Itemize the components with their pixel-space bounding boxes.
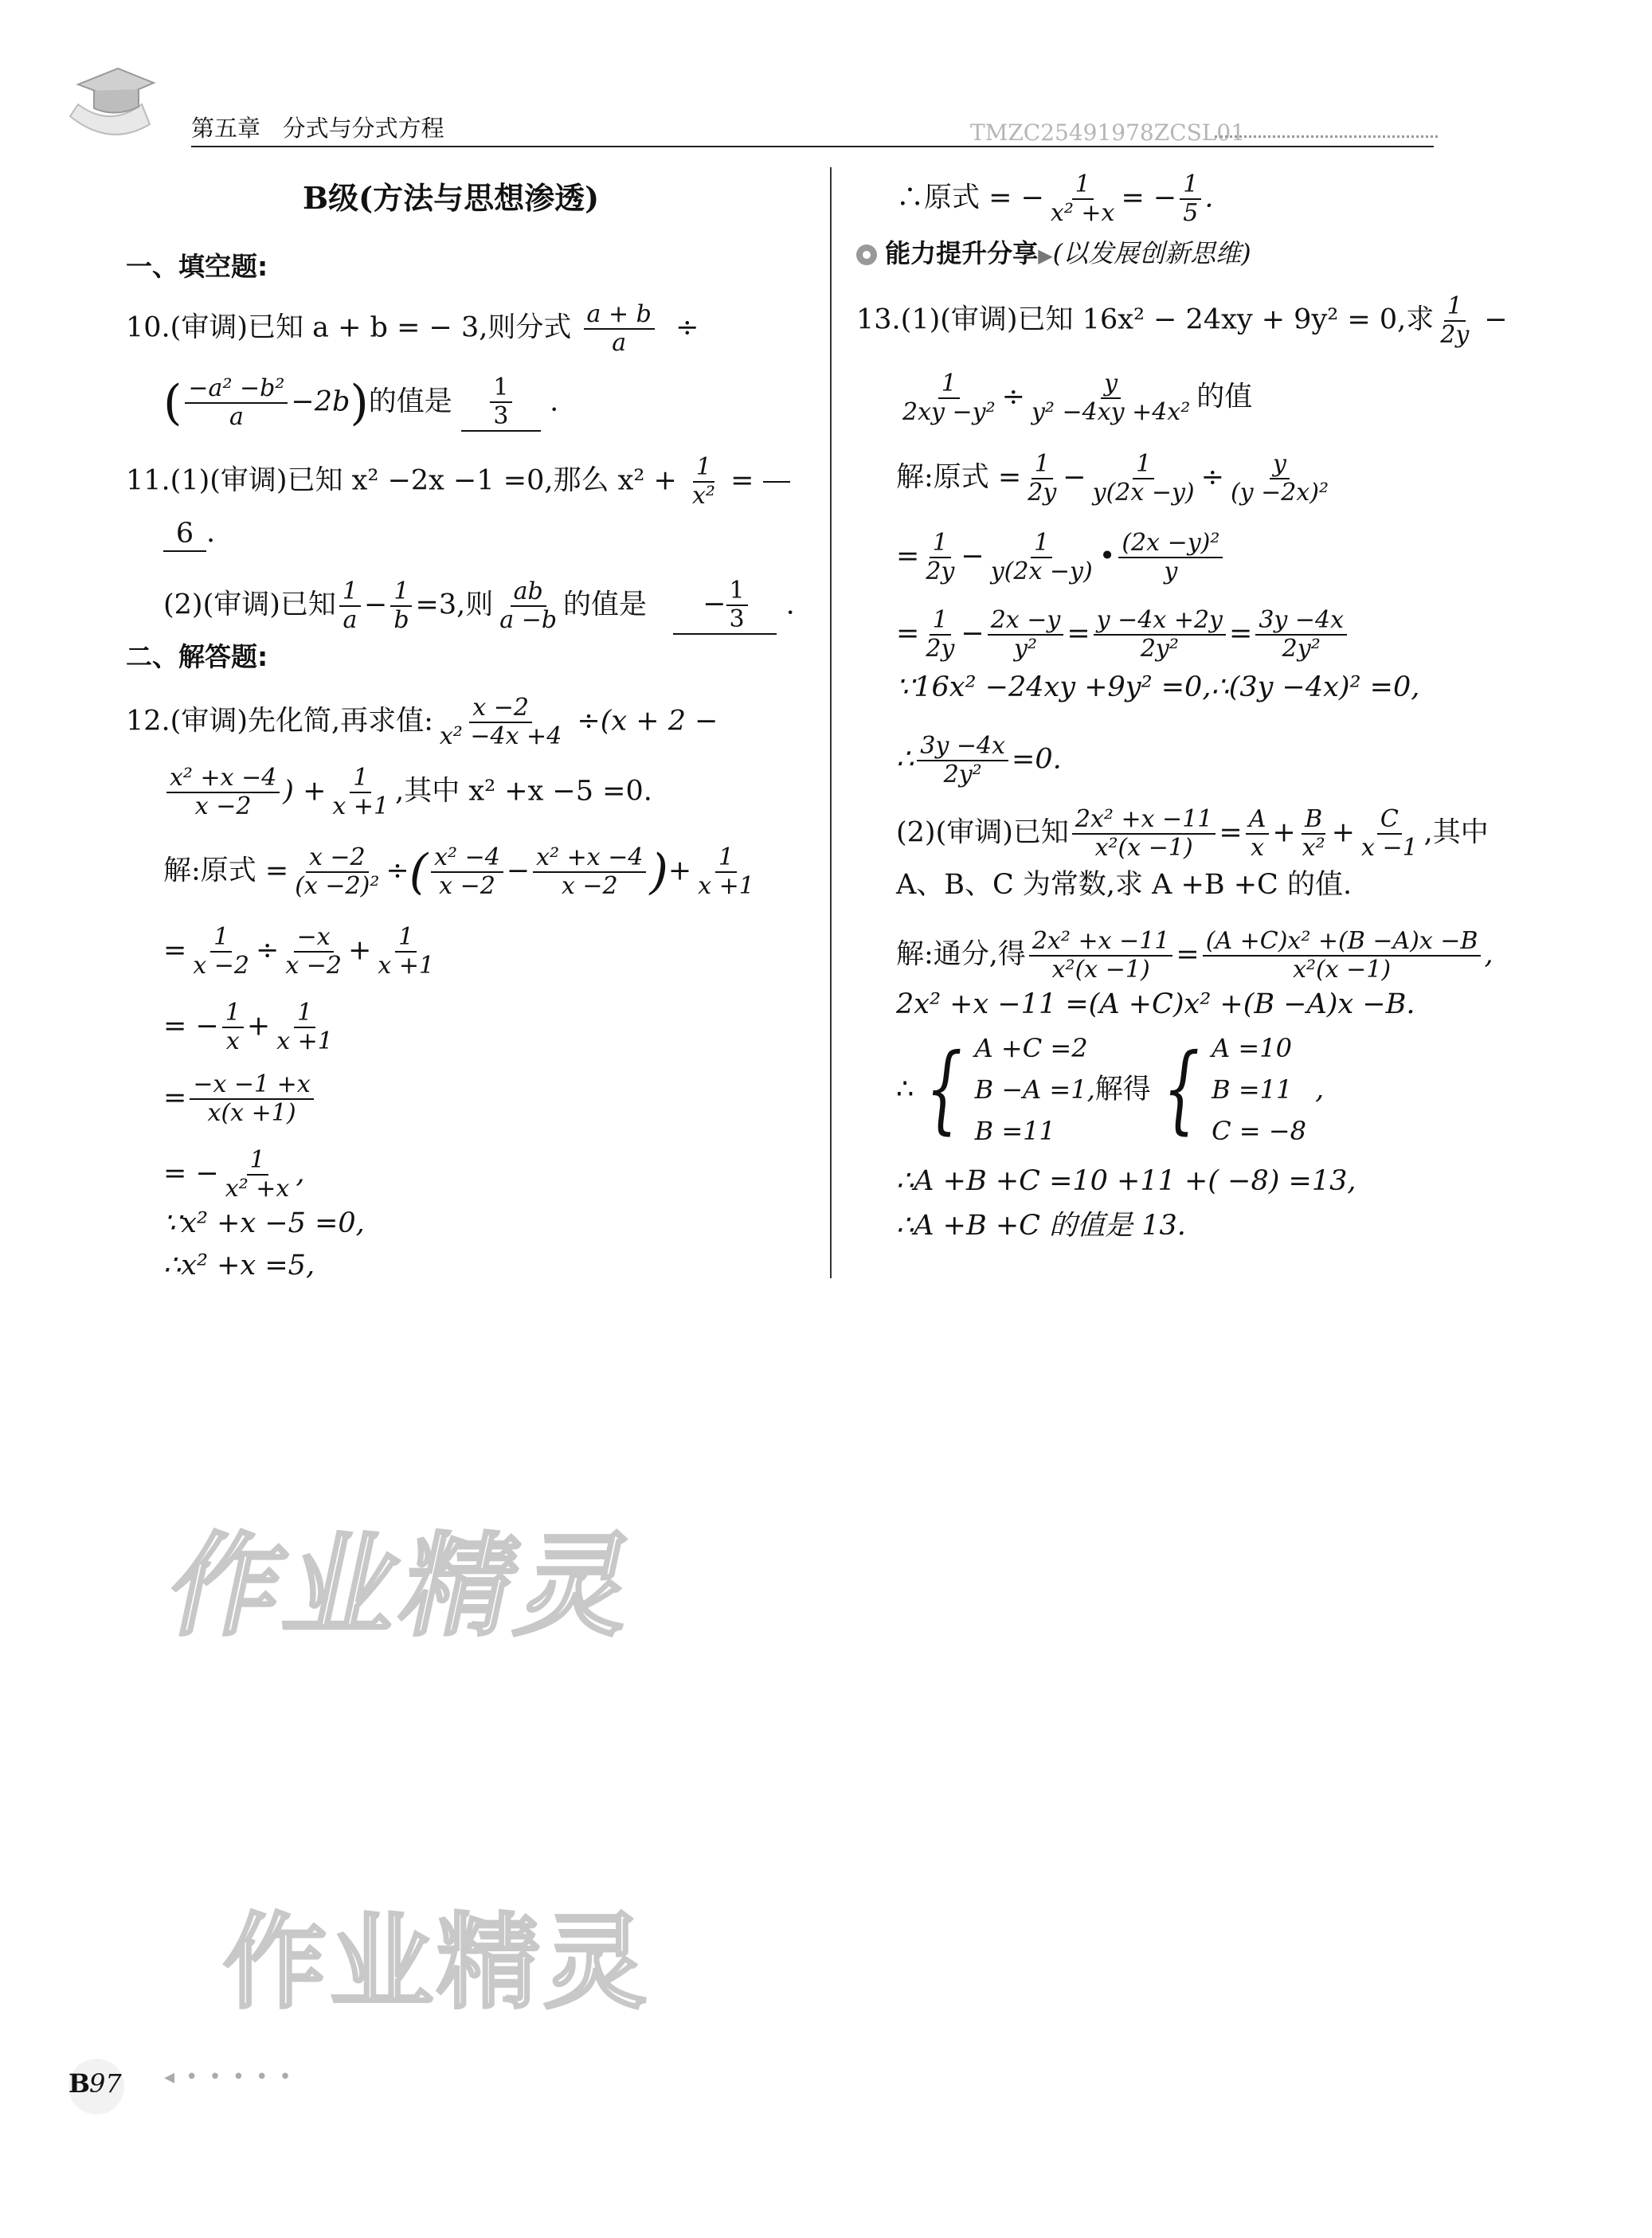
header-rule [191,146,1434,147]
q13-step4: ∵16x² −24xy +9y² =0,∴(3y −4x)² =0, [896,671,1420,703]
q13-step1: 解:原式 = $\frac{1}{2y}$ − $\frac{1}{y(2x -y)}$ ÷ $\frac{y}{\text{(y −2x)²}}$ [896,450,1329,507]
doc-code: TMZC25491978ZCSL01 [970,119,1246,146]
chapter-number: 第五章 [191,115,261,142]
q13-part2-line2: A、B、C 为常数,求 A +B +C 的值. [896,869,1353,901]
q13-part2: (2)(审调)已知 $\frac{\text{2x² +x −11}}{\text{x²(x −1)}}$ = $\frac{A}{x}$ + $\frac{B}{\text{x²}}$ + $\frac{C}{x -1}$ ,其中 [896,805,1489,862]
q10-frac1: $\frac{a + b}{a}$ [584,301,655,357]
page-number: 97 [89,2068,122,2099]
q11-p1-answer: 6 [163,517,206,552]
q10-lead: 10.(审调)已知 a + b = − 3,则分式 [126,311,572,344]
q12-step4: = $\frac{-x -1 +x}{x(x +1)}$ [163,1071,317,1127]
q12-step5: = − $\frac{1}{\text{x² +x}}$ , [163,1146,305,1203]
header-logo [62,61,158,148]
system-equations: A +C =2 B −A =1, B =11 [974,1033,1095,1146]
q13-part1-line2: $\frac{1}{\text{2xy −y²}}$ ÷ $\frac{y}{\text{y² −4xy +4x²}}$ 的值 [902,370,1253,426]
q11-p1-lead: 11.(1)(审调)已知 x² −2x −1 =0,那么 x² + [126,464,677,497]
q11-p1-frac: $\frac{1}{\text{x²}}$ [691,453,715,510]
q12-step1: 解:原式 = $\frac{x -2}{\text{(x −2)²}}$ ÷( $\frac{\text{x² −4}}{x -2}$ − $\frac{\text{x² +x −4}}{x -2}$ )+ $\frac{1}{x +1}$ [163,843,754,900]
column-divider [830,167,832,1278]
ability-banner [856,237,1251,272]
q10-answer: $\frac{1}{3}$ [461,374,541,432]
q11-part1: 11.(1)(审调)已知 x² −2x −1 =0,那么 x² + $\frac{1}{\text{x²}}$ = [126,454,790,510]
ability-title: 能力提升分享 [885,238,1039,268]
q13-t1: 解:通分,得 $\frac{\text{2x² +x −11}}{\text{x²(x −1)}}$ = $\frac{\text{(A +C)x² +(B −A)x −B}}{\text{x²(x −1)}}$ , [896,927,1493,984]
graduation-cap-icon [62,61,158,148]
q12-line2: $\frac{\text{x² +x −4}}{x -2}$ ) + $\frac{1}{x +1}$ ,其中 x² +x −5 =0. [163,765,652,820]
watermark-1: 作业精灵 [158,1522,651,1652]
q13-t2: 2x² +x −11 =(A +C)x² +(B −A)x −B. [896,988,1415,1020]
q10-div: ÷ [675,311,699,344]
page-letter: B [69,2068,91,2099]
page-dots-icon: ◂••••• [164,2065,303,2089]
q12-step7: ∴x² +x =5, [163,1250,315,1281]
section-solve: 二、解答题: [126,641,268,672]
q13-step2: = $\frac{1}{2y}$ − $\frac{1}{y(2x -y)}$ • $\frac{\text{(2x −y)²}}{y}$ [896,530,1226,585]
q12-conclusion: ∴原式 = − $\frac{1}{\text{x² +x}}$ = − $\frac{1}{5}$ . [896,170,1214,227]
q13-system: ∴ { A +C =2 B −A =1, B =11 解得 { A =10 B =11 C = −8 , [896,1027,1324,1155]
q10-frac2: $\frac{\text{−a² −b²}}{a}$ [185,375,288,431]
q12-step3: = − $\frac{1}{x}$ + $\frac{1}{x +1}$ [163,999,333,1055]
footer-page [69,2059,303,2107]
header-dotted-rule [1215,135,1438,138]
q13-t5: ∴A +B +C 的值是 13. [896,1210,1186,1242]
q10-line1 [126,301,699,357]
q12-step2: = $\frac{1}{x -2}$ ÷ $\frac{-x}{x -2}$ + $\frac{1}{x +1}$ [163,923,435,980]
q13-part1: 13.(1)(审调)已知 16x² − 24xy + 9y² = 0,求 $\frac{1}{2y}$ − [856,292,1508,349]
q12-line1: 12.(审调)先化简,再求值: $\frac{x -2}{\text{x² −4x +4}}$ ÷(x + 2 − [126,694,718,750]
q11-p2-answer: − $\frac{1}{3}$ [673,577,777,635]
triangle-icon: ▶ [1038,245,1053,267]
system-solution: A =10 B =11 C = −8 [1212,1033,1306,1146]
gear-icon [856,245,877,265]
section-fill-in: 一、填空题: [126,251,268,282]
q10-line2: ( $\frac{\text{−a² −b²}}{a}$ −2b)的值是 $\frac{1}{3}$ . [163,374,559,431]
section-title: B级(方法与思想渗透) [303,180,600,216]
q13-step3: = $\frac{1}{2y}$ − $\frac{2x -y}{\text{y²}}$ = $\frac{y -4x +2y}{\text{2y²}}$ = $\frac{3y -4x}{\text{2y²}}$ [896,607,1350,663]
q13-t4: ∴A +B +C =10 +11 +( −8) =13, [896,1165,1356,1197]
watermark-2: 作业精灵 [223,1902,651,2023]
q13-step5: ∴ $\frac{3y -4x}{\text{2y²}}$ =0. [896,732,1062,788]
q11-part2: (2)(审调)已知 $\frac{1}{a}$ − $\frac{1}{b}$ =3,则 $\frac{ab}{a -b}$ 的值是 − $\frac{1}{3}$ . [163,577,795,634]
ability-subtitle: (以发展创新思维) [1052,238,1251,268]
q11-p1-answer-line: 6 . [163,516,215,552]
chapter-label [191,112,444,145]
q12-step6: ∵x² +x −5 =0, [163,1207,365,1239]
chapter-title: 分式与分式方程 [282,115,444,142]
